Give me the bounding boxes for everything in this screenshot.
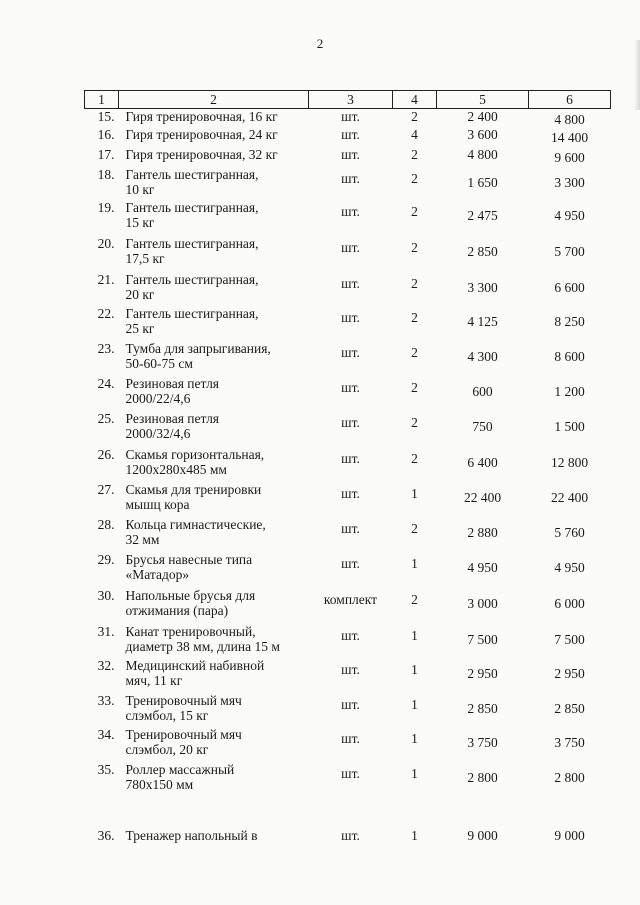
row-number: 36. [97, 828, 115, 843]
scan-edge-shadow [634, 40, 640, 110]
item-name-line: 1200x280x485 мм [125, 462, 227, 477]
item-name-line: 10 кг [125, 182, 155, 197]
item-name-line: Гантель шестигранная, [125, 306, 259, 321]
item-total: 9 600 [554, 150, 585, 165]
item-total: 2 800 [554, 770, 585, 785]
item-name-line: отжимания (пара) [125, 603, 229, 618]
item-name-line: Тренировочный мяч [125, 693, 242, 708]
item-name [119, 447, 309, 482]
row-number: 20. [97, 236, 115, 251]
table-row [85, 200, 611, 236]
table-row [85, 482, 611, 517]
item-name-line: 17,5 кг [125, 251, 165, 266]
item-name-line: Тренажер напольный в [125, 828, 258, 843]
specification-table-wrapper [84, 90, 610, 844]
table-row [85, 127, 611, 147]
row-number: 18. [97, 167, 115, 182]
item-qty: 2 [411, 240, 418, 255]
row-number: 35. [97, 762, 115, 777]
item-name [119, 376, 309, 411]
item-qty: 2 [411, 310, 418, 325]
item-unit: шт. [341, 276, 360, 291]
item-unit: шт. [341, 486, 360, 501]
item-unit: шт. [341, 628, 360, 643]
item-name [119, 200, 309, 236]
item-name [119, 236, 309, 272]
item-name-line: 2000/32/4,6 [125, 426, 191, 441]
table-row [85, 552, 611, 588]
item-unit: шт. [341, 556, 360, 571]
item-total: 8 250 [554, 314, 585, 329]
table-row [85, 693, 611, 727]
table-row [85, 727, 611, 762]
row-number: 29. [97, 552, 115, 567]
item-unit: шт. [341, 109, 360, 124]
item-name-line: слэмбол, 15 кг [125, 708, 209, 723]
item-total: 12 800 [550, 455, 589, 470]
item-price: 7 500 [467, 632, 498, 647]
item-name [119, 109, 309, 128]
item-price: 2 800 [467, 770, 498, 785]
item-price: 2 400 [467, 109, 498, 124]
item-total: 4 950 [554, 208, 585, 223]
header-col-5: 5 [437, 91, 529, 109]
item-name [119, 517, 309, 552]
item-unit: шт. [341, 310, 360, 325]
item-name-line: Гантель шестигранная, [125, 167, 259, 182]
item-name [119, 411, 309, 447]
table-header-row [85, 91, 611, 109]
item-name [119, 552, 309, 588]
item-name-line: Гантель шестигранная, [125, 200, 259, 215]
item-price: 3 600 [467, 127, 498, 142]
row-number: 16. [97, 127, 115, 142]
item-qty: 2 [411, 592, 418, 607]
item-price: 2 950 [467, 666, 498, 681]
item-total: 9 000 [554, 828, 585, 843]
specification-table [84, 90, 611, 844]
item-price: 3 750 [467, 735, 498, 750]
item-name-line: Кольца гимнастические, [125, 517, 266, 532]
table-row [85, 762, 611, 814]
item-qty: 4 [411, 127, 418, 142]
item-unit: шт. [341, 662, 360, 677]
item-unit: шт. [341, 451, 360, 466]
item-name [119, 727, 309, 762]
table-row [85, 272, 611, 306]
item-price: 2 850 [467, 701, 498, 716]
item-name-line: Гиря тренировочная, 32 кг [125, 147, 278, 162]
item-name-line: 25 кг [125, 321, 155, 336]
row-number: 22. [97, 306, 115, 321]
item-name [119, 693, 309, 727]
table-header [85, 91, 611, 109]
item-unit: шт. [341, 731, 360, 746]
table-row [85, 517, 611, 552]
item-name-line: «Матадор» [125, 567, 190, 582]
item-name-line: Гантель шестигранная, [125, 272, 259, 287]
item-name [119, 127, 309, 147]
item-name-line: мяч, 11 кг [125, 673, 183, 688]
item-name [119, 341, 309, 376]
item-price: 4 950 [467, 560, 498, 575]
table-row [85, 376, 611, 411]
row-number: 31. [97, 624, 115, 639]
item-qty: 2 [411, 451, 418, 466]
item-unit: шт. [341, 766, 360, 781]
item-name-line: Гиря тренировочная, 24 кг [125, 127, 278, 142]
table-row [85, 236, 611, 272]
header-col-4: 4 [393, 91, 437, 109]
item-name [119, 306, 309, 341]
item-price: 3 000 [467, 596, 498, 611]
item-qty: 1 [411, 828, 418, 843]
item-qty: 2 [411, 380, 418, 395]
item-unit: шт. [341, 171, 360, 186]
item-name [119, 658, 309, 693]
table-row [85, 147, 611, 167]
table-row [85, 658, 611, 693]
item-name [119, 167, 309, 200]
header-col-6: 6 [529, 91, 611, 109]
item-name-line: 32 мм [125, 532, 160, 547]
table-row [85, 588, 611, 624]
item-name-line: 780x150 мм [125, 777, 194, 792]
item-total: 14 400 [550, 130, 589, 145]
item-price: 1 650 [467, 175, 498, 190]
header-col-1: 1 [85, 91, 119, 109]
item-price: 4 800 [467, 147, 498, 162]
header-col-3: 3 [309, 91, 393, 109]
table-row [85, 306, 611, 341]
item-price: 3 300 [467, 280, 498, 295]
item-name [119, 482, 309, 517]
item-name-line: Тренировочный мяч [125, 727, 242, 742]
page-number: 2 [316, 36, 324, 51]
item-qty: 2 [411, 171, 418, 186]
item-price: 750 [472, 419, 493, 434]
table-row [85, 341, 611, 376]
item-total: 1 200 [554, 384, 585, 399]
item-price: 2 475 [467, 208, 498, 223]
item-qty: 1 [411, 731, 418, 746]
row-number: 21. [97, 272, 115, 287]
item-unit: шт. [341, 345, 360, 360]
item-unit: шт. [341, 697, 360, 712]
item-name-line: Скамья для тренировки [125, 482, 262, 497]
item-price: 4 300 [467, 349, 498, 364]
item-qty: 2 [411, 521, 418, 536]
item-total: 2 850 [554, 701, 585, 716]
item-qty: 1 [411, 556, 418, 571]
row-number: 32. [97, 658, 115, 673]
item-total: 4 800 [554, 112, 585, 127]
item-total: 6 000 [554, 596, 585, 611]
item-name-line: Гиря тренировочная, 16 кг [125, 109, 278, 124]
item-price: 6 400 [467, 455, 498, 470]
item-name-line: Резиновая петля [125, 376, 220, 391]
item-name [119, 814, 309, 844]
item-name [119, 588, 309, 624]
item-name-line: диаметр 38 мм, длина 15 м [125, 639, 280, 654]
item-total: 8 600 [554, 349, 585, 364]
item-name [119, 147, 309, 167]
row-number: 26. [97, 447, 115, 462]
item-unit: шт. [341, 147, 360, 162]
item-name [119, 624, 309, 658]
item-qty: 2 [411, 109, 418, 124]
item-unit: шт. [341, 380, 360, 395]
table-row [85, 447, 611, 482]
row-number: 34. [97, 727, 115, 742]
item-name-line: слэмбол, 20 кг [125, 742, 209, 757]
item-total: 3 300 [554, 175, 585, 190]
item-qty: 2 [411, 204, 418, 219]
table-row [85, 167, 611, 200]
item-name-line: Роллер массажный [125, 762, 235, 777]
row-number: 17. [97, 147, 115, 162]
item-price: 9 000 [467, 828, 498, 843]
item-total: 5 760 [554, 525, 585, 540]
item-unit: шт. [341, 415, 360, 430]
item-unit: шт. [341, 240, 360, 255]
item-name-line: Канат тренировочный, [125, 624, 256, 639]
item-name-line: Напольные брусья для [125, 588, 256, 603]
item-name-line: Резиновая петля [125, 411, 220, 426]
item-qty: 2 [411, 345, 418, 360]
item-total: 4 950 [554, 560, 585, 575]
table-row [85, 624, 611, 658]
item-total: 7 500 [554, 632, 585, 647]
item-name-line: Брусья навесные типа [125, 552, 253, 567]
item-total: 22 400 [550, 490, 589, 505]
item-qty: 2 [411, 276, 418, 291]
table-row [85, 411, 611, 447]
item-price: 4 125 [467, 314, 498, 329]
item-price: 2 880 [467, 525, 498, 540]
item-unit: комплект [323, 592, 378, 607]
item-total: 2 950 [554, 666, 585, 681]
item-name-line: 15 кг [125, 215, 155, 230]
item-qty: 2 [411, 147, 418, 162]
table-row [85, 109, 611, 128]
item-name-line: Медицинский набивной [125, 658, 265, 673]
item-price: 2 850 [467, 244, 498, 259]
header-col-2: 2 [119, 91, 309, 109]
row-number: 33. [97, 693, 115, 708]
item-name-line: 2000/22/4,6 [125, 391, 191, 406]
item-unit: шт. [341, 828, 360, 843]
item-name [119, 762, 309, 814]
item-unit: шт. [341, 204, 360, 219]
table-body [85, 109, 611, 845]
row-number: 27. [97, 482, 115, 497]
item-qty: 1 [411, 766, 418, 781]
item-name-line: Скамья горизонтальная, [125, 447, 265, 462]
row-number: 24. [97, 376, 115, 391]
item-name-line: мышц кора [125, 497, 190, 512]
item-qty: 1 [411, 486, 418, 501]
item-qty: 1 [411, 697, 418, 712]
item-name-line: 50-60-75 см [125, 356, 193, 371]
item-name-line: 20 кг [125, 287, 155, 302]
row-number: 19. [97, 200, 115, 215]
item-name-line: Тумба для запрыгивания, [125, 341, 271, 356]
row-number: 25. [97, 411, 115, 426]
item-price: 600 [472, 384, 493, 399]
item-total: 1 500 [554, 419, 585, 434]
row-number: 15. [97, 109, 115, 124]
row-number: 30. [97, 588, 115, 603]
item-price: 22 400 [463, 490, 502, 505]
item-total: 6 600 [554, 280, 585, 295]
item-name [119, 272, 309, 306]
item-qty: 1 [411, 662, 418, 677]
row-number: 23. [97, 341, 115, 356]
table-row [85, 814, 611, 844]
item-qty: 2 [411, 415, 418, 430]
item-total: 3 750 [554, 735, 585, 750]
item-unit: шт. [341, 127, 360, 142]
row-number: 28. [97, 517, 115, 532]
item-unit: шт. [341, 521, 360, 536]
item-name-line: Гантель шестигранная, [125, 236, 259, 251]
item-qty: 1 [411, 628, 418, 643]
item-total: 5 700 [554, 244, 585, 259]
